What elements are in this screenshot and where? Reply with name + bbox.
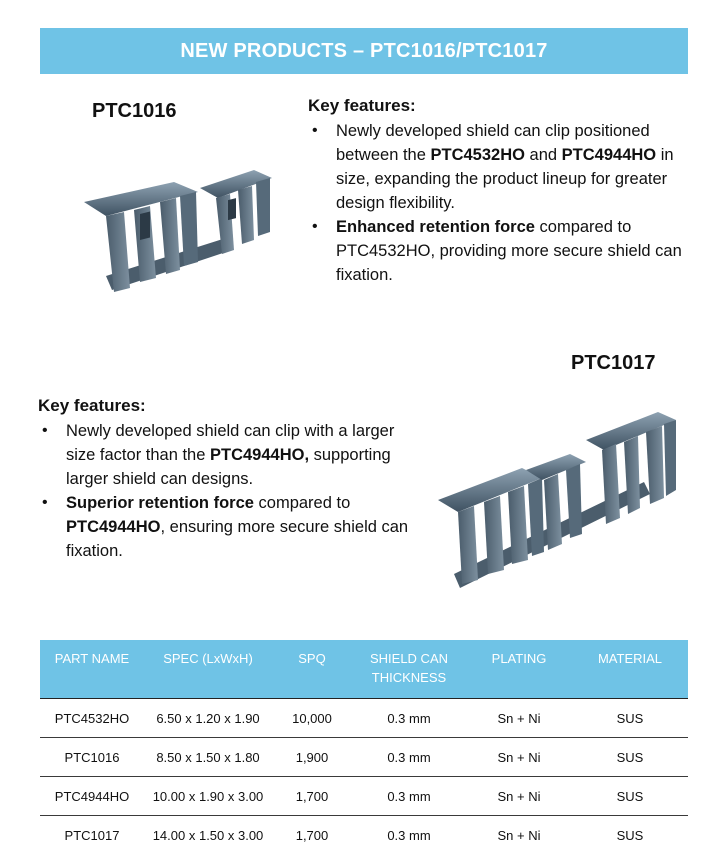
cell-spq: 1,700 [272,816,352,855]
cell-part: PTC4944HO [40,777,144,816]
ptc1016-feature-1: • Newly developed shield can clip positioned between the PTC4532HO and PTC4944HO in size, expanding the product lineup for greater design flexibility. [308,119,688,215]
table-row [40,738,688,777]
ptc1016-clip-image [76,158,276,300]
header-plating: PLATING [466,640,572,699]
ptc1017-clip-image [432,404,680,590]
cell-spq: 1,700 [272,777,352,816]
banner-title: NEW PRODUCTS – PTC1016/PTC1017 [180,39,548,62]
header-spq: SPQ [272,640,352,699]
ptc1016-feature-2: • Enhanced retention force compared to PTC4532HO, providing more secure shield can fixation. [308,215,688,287]
header-part-name: PART NAME [40,640,144,699]
cell-plating: Sn + Ni [466,738,572,777]
table-row [40,816,688,855]
cell-material: SUS [572,816,688,855]
cell-spec: 8.50 x 1.50 x 1.80 [144,738,272,777]
cell-thickness: 0.3 mm [352,777,466,816]
header-material: MATERIAL [572,640,688,699]
cell-part: PTC1016 [40,738,144,777]
cell-material: SUS [572,777,688,816]
cell-spec: 14.00 x 1.50 x 3.00 [144,816,272,855]
cell-thickness: 0.3 mm [352,699,466,738]
ptc1017-model-title: PTC1017 [571,352,656,374]
cell-plating: Sn + Ni [466,816,572,855]
cell-part: PTC1017 [40,816,144,855]
ptc1016-features [308,94,688,287]
cell-part: PTC4532HO [40,699,144,738]
cell-spec: 10.00 x 1.90 x 3.00 [144,777,272,816]
cell-spq: 1,900 [272,738,352,777]
cell-thickness: 0.3 mm [352,738,466,777]
page-banner [40,28,688,74]
header-shield-can-thickness: SHIELD CAN THICKNESS [352,640,466,699]
ptc1017-features [38,394,418,563]
spec-table [40,640,688,854]
table-row [40,777,688,816]
cell-plating: Sn + Ni [466,777,572,816]
ptc1017-features-title: Key features: [38,396,146,415]
ptc1016-features-title: Key features: [308,96,416,115]
header-spec: SPEC (LxWxH) [144,640,272,699]
cell-thickness: 0.3 mm [352,816,466,855]
cell-spec: 6.50 x 1.20 x 1.90 [144,699,272,738]
table-header-row [40,640,688,699]
table-row [40,699,688,738]
ptc1017-feature-2: • Superior retention force compared to PTC4944HO, ensuring more secure shield can fixation. [38,491,418,563]
cell-spq: 10,000 [272,699,352,738]
cell-material: SUS [572,699,688,738]
ptc1017-feature-1: • Newly developed shield can clip with a larger size factor than the PTC4944HO, supporting larger shield can designs. [38,419,418,491]
cell-material: SUS [572,738,688,777]
cell-plating: Sn + Ni [466,699,572,738]
ptc1016-model-title: PTC1016 [92,100,177,122]
